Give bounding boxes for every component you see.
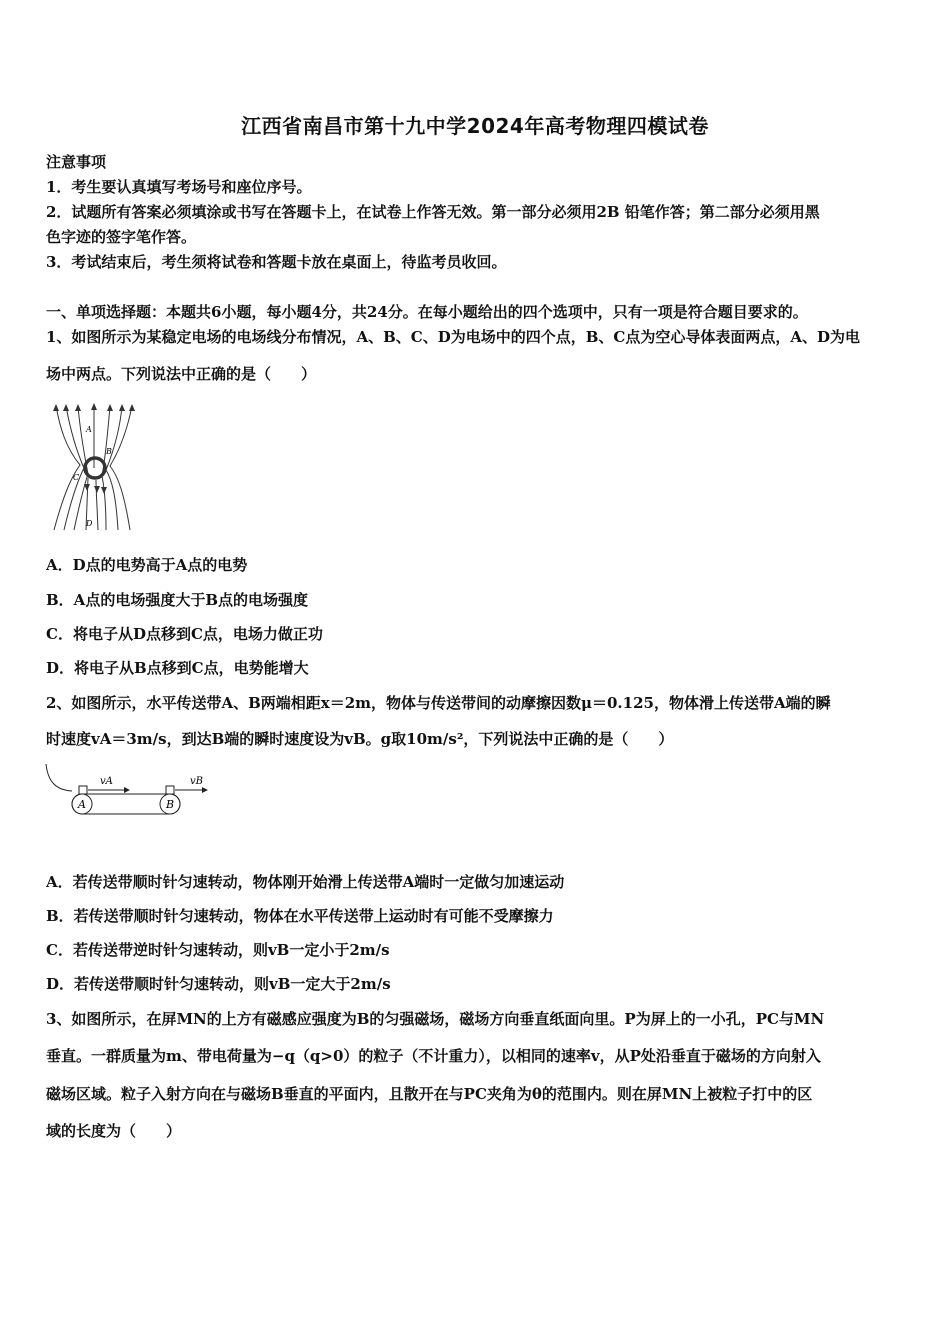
notice-item-2: 2．试题所有答案必须填涂或书写在答题卡上，在试卷上作答无效。第一部分必须用2B 铅笔作答；第二部分必须用黑 xyxy=(46,203,820,221)
page-title: 江西省南昌市第十九中学2024年高考物理四模试卷 xyxy=(241,114,709,138)
q2-stem-line-2: 时速度vA＝3m/s，到达B端的瞬时速度设为vB。g取10m/s²，下列说法中正确的是（ ） xyxy=(46,730,674,748)
figure-label-c: C xyxy=(73,473,80,482)
q1-option-c: C．将电子从D点移到C点，电场力做正功 xyxy=(46,625,323,643)
q1-option-d: D．将电子从B点移到C点，电势能增大 xyxy=(46,659,309,677)
q2-option-d: D．若传送带顺时针匀速转动，则vB一定大于2m/s xyxy=(46,975,391,993)
figure-label-pulley-b: B xyxy=(166,798,175,811)
q3-stem-line-4: 域的长度为（ ） xyxy=(46,1122,182,1140)
figure-label-a: A xyxy=(86,425,92,434)
q2-stem-line-1: 2、如图所示，水平传送带A、B两端相距x＝2m，物体与传送带间的动摩擦因数μ＝0.125，物体滑上传送带A端的瞬 xyxy=(46,694,831,712)
q2-option-a: A．若传送带顺时针匀速转动，物体刚开始滑上传送带A端时一定做匀加速运动 xyxy=(46,873,565,891)
q3-stem-line-1: 3、如图所示，在屏MN的上方有磁感应强度为B的匀强磁场，磁场方向垂直纸面向里。P为屏上的一小孔，PC与MN xyxy=(46,1010,825,1028)
q3-stem-line-3: 磁场区域。粒子入射方向在与磁场B垂直的平面内，且散开在与PC夹角为θ的范围内。则在屏MN上被粒子打中的区 xyxy=(46,1085,813,1103)
q3-stem-line-2: 垂直。一群质量为m、带电荷量为−q（q>0）的粒子（不计重力），以相同的速率v，从P处沿垂直于磁场的方向射入 xyxy=(46,1047,821,1065)
figure-label-vb: vB xyxy=(190,776,203,787)
notice-heading: 注意事项 xyxy=(46,153,107,171)
conveyor-belt-figure xyxy=(42,760,212,822)
figure-label-d: D xyxy=(86,519,93,528)
q2-option-c: C．若传送带逆时针匀速转动，则vB一定小于2m/s xyxy=(46,941,390,959)
figure-label-b: B xyxy=(106,447,112,456)
q1-option-a: A．D点的电势高于A点的电势 xyxy=(46,556,248,574)
figure-label-pulley-a: A xyxy=(78,798,86,811)
q2-option-b: B．若传送带顺时针匀速转动，物体在水平传送带上运动时有可能不受摩擦力 xyxy=(46,907,554,925)
notice-item-2-cont: 色字迹的签字笔作答。 xyxy=(46,228,197,246)
notice-item-1: 1．考生要认真填写考场号和座位序号。 xyxy=(46,178,312,196)
q1-stem-line-1: 1、如图所示为某稳定电场的电场线分布情况，A、B、C、D为电场中的四个点，B、C点为空心导体表面两点，A、D为电 xyxy=(46,328,860,346)
q1-option-b: B．A点的电场强度大于B点的电场强度 xyxy=(46,591,308,609)
q1-stem-line-2: 场中两点。下列说法中正确的是（ ） xyxy=(46,365,317,383)
figure-label-va: vA xyxy=(100,776,113,787)
electric-field-figure xyxy=(46,398,140,536)
notice-item-3: 3．考试结束后，考生须将试卷和答题卡放在桌面上，待监考员收回。 xyxy=(46,253,507,271)
section-heading: 一、单项选择题：本题共6小题，每小题4分，共24分。在每小题给出的四个选项中，只有一项是符合题目要求的。 xyxy=(46,303,808,321)
